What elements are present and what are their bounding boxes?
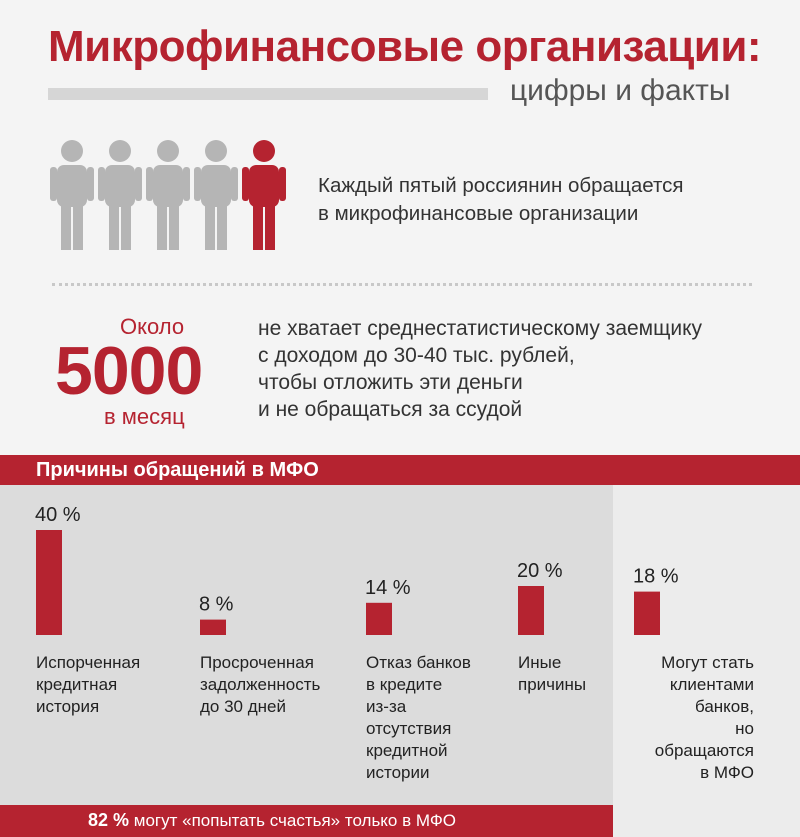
- person-icon: [50, 140, 94, 250]
- section-title: Причины обращений в МФО: [36, 459, 319, 481]
- page-title: Микрофинансовые организации:: [48, 22, 762, 71]
- people-row: [50, 140, 310, 258]
- category-label: Отказ банков в кредите из-за отсутствия кредитной истории: [366, 653, 471, 782]
- bar: [366, 603, 392, 635]
- person-icon: [146, 140, 190, 250]
- bar: [634, 592, 660, 635]
- bar-value-label: 40 %: [35, 504, 81, 526]
- amount-prefix: Около: [120, 314, 185, 339]
- person-icon-highlighted: [242, 140, 286, 250]
- fact-one-line: в микрофинансовые организации: [318, 202, 639, 225]
- person-icon: [98, 140, 142, 250]
- category-label: Могут стать клиентами банков, но обращаются в МФО: [654, 653, 754, 782]
- person-icon: [194, 140, 238, 250]
- bar: [36, 530, 62, 635]
- dotted-divider: [52, 283, 752, 286]
- fact-two-line: не хватает среднестатистическому заемщику: [258, 317, 703, 340]
- bar-chart: [0, 485, 800, 635]
- category-label: Испорченная кредитная история: [36, 653, 141, 716]
- footer-percent: 82 %: [88, 810, 130, 830]
- bar-value-label: 8 %: [199, 593, 234, 616]
- bar: [518, 586, 544, 635]
- footer-side: [613, 805, 800, 837]
- amount-number: 5000: [55, 333, 203, 409]
- bar-value-label: 18 %: [633, 565, 679, 588]
- fact-one-line: Каждый пятый россиянин обращается: [318, 174, 684, 197]
- category-label: Иные причины: [518, 653, 587, 694]
- amount-suffix: в месяц: [104, 404, 185, 429]
- category-label: Просроченная задолженность до 30 дней: [200, 653, 321, 716]
- footer-caption: могут «попытать счастья» только в МФО: [133, 811, 456, 830]
- fact-one: [318, 172, 758, 228]
- fact-two-line: с доходом до 30-40 тыс. рублей,: [258, 344, 575, 367]
- footer-text: [88, 810, 456, 831]
- bar-value-label: 20 %: [517, 560, 563, 582]
- fact-two-line: и не обращаться за ссудой: [258, 398, 523, 421]
- page-subtitle: цифры и факты: [510, 74, 731, 107]
- fact-two: [258, 315, 778, 423]
- fact-two-line: чтобы отложить эти деньги: [258, 371, 523, 394]
- bar-value-label: 14 %: [365, 576, 411, 599]
- title-underline: [48, 88, 488, 100]
- bar: [200, 620, 226, 635]
